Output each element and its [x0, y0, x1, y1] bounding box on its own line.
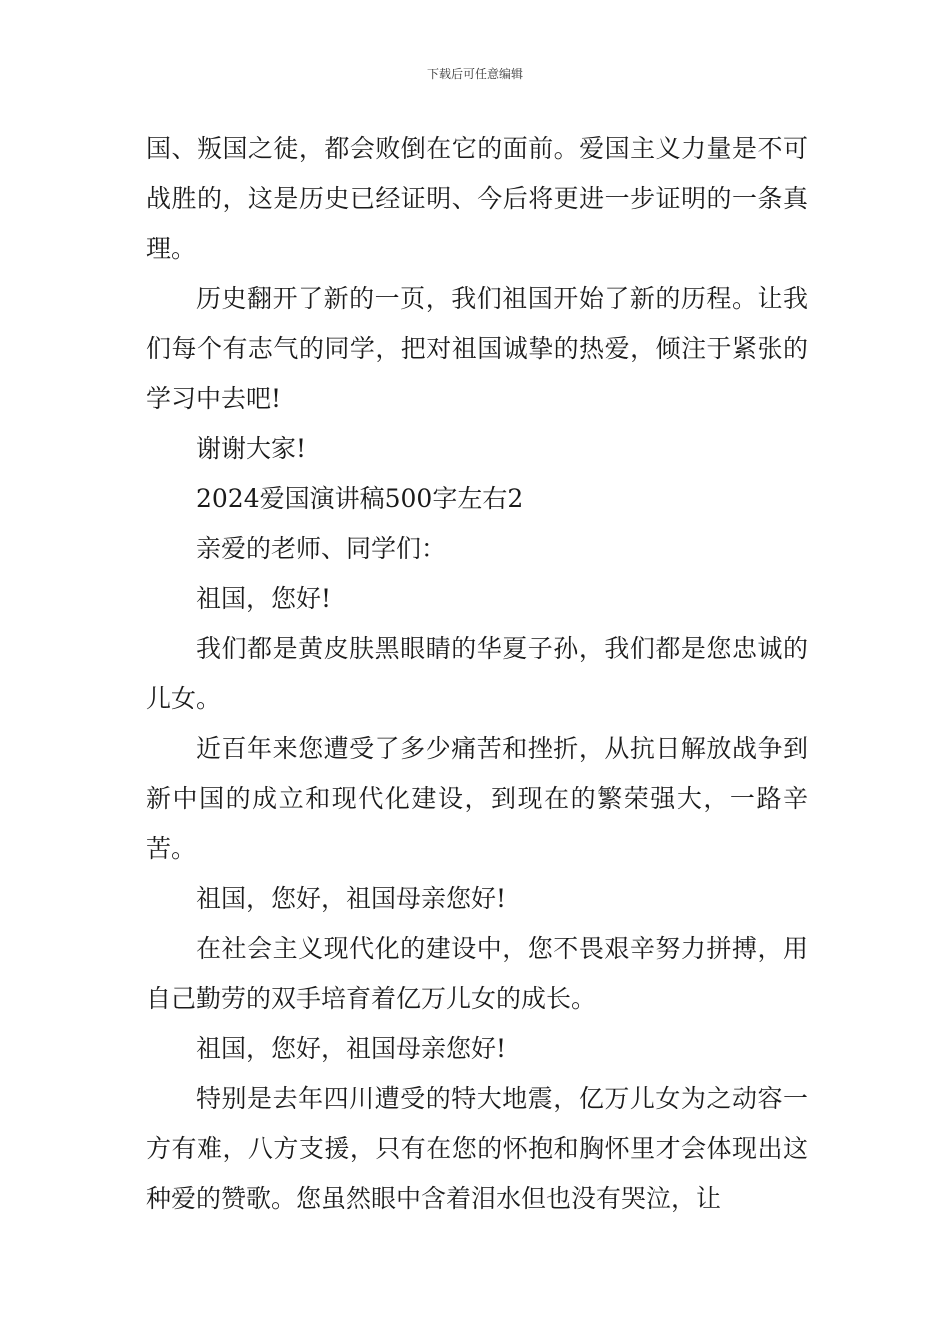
paragraph: 近百年来您遭受了多少痛苦和挫折，从抗日解放战争到新中国的成立和现代化建设，到现在的繁荣强大，一路辛苦。 [146, 734, 808, 863]
paragraph: 祖国，您好! [196, 584, 332, 613]
paragraph: 国、叛国之徒，都会败倒在它的面前。爱国主义力量是不可战胜的，这是历史已经证明、今后将更进一步证明的一条真理。 [146, 134, 808, 263]
paragraph: 我们都是黄皮肤黑眼睛的华夏子孙，我们都是您忠诚的儿女。 [146, 634, 808, 713]
paragraph: 在社会主义现代化的建设中，您不畏艰辛努力拼搏，用自己勤劳的双手培育着亿万儿女的成长。 [146, 934, 808, 1013]
paragraph: 祖国，您好，祖国母亲您好! [196, 1034, 507, 1063]
paragraph: 谢谢大家! [196, 434, 307, 463]
paragraph: 历史翻开了新的一页，我们祖国开始了新的历程。让我们每个有志气的同学，把对祖国诚挚的热爱，倾注于紧张的学习中去吧! [146, 284, 808, 413]
page-header-note: 下载后可任意编辑 [426, 67, 523, 81]
section-title: 2024爱国演讲稿500字左右2 [196, 484, 524, 513]
paragraph: 特别是去年四川遭受的特大地震，亿万儿女为之动容一方有难，八方支援，只有在您的怀抱和胸怀里才会体现出这种爱的赞歌。您虽然眼中含着泪水但也没有哭泣，让 [146, 1084, 808, 1213]
document-body [146, 124, 808, 1224]
salutation: 亲爱的老师、同学们： [196, 534, 447, 563]
paragraph: 祖国，您好，祖国母亲您好! [196, 884, 507, 913]
